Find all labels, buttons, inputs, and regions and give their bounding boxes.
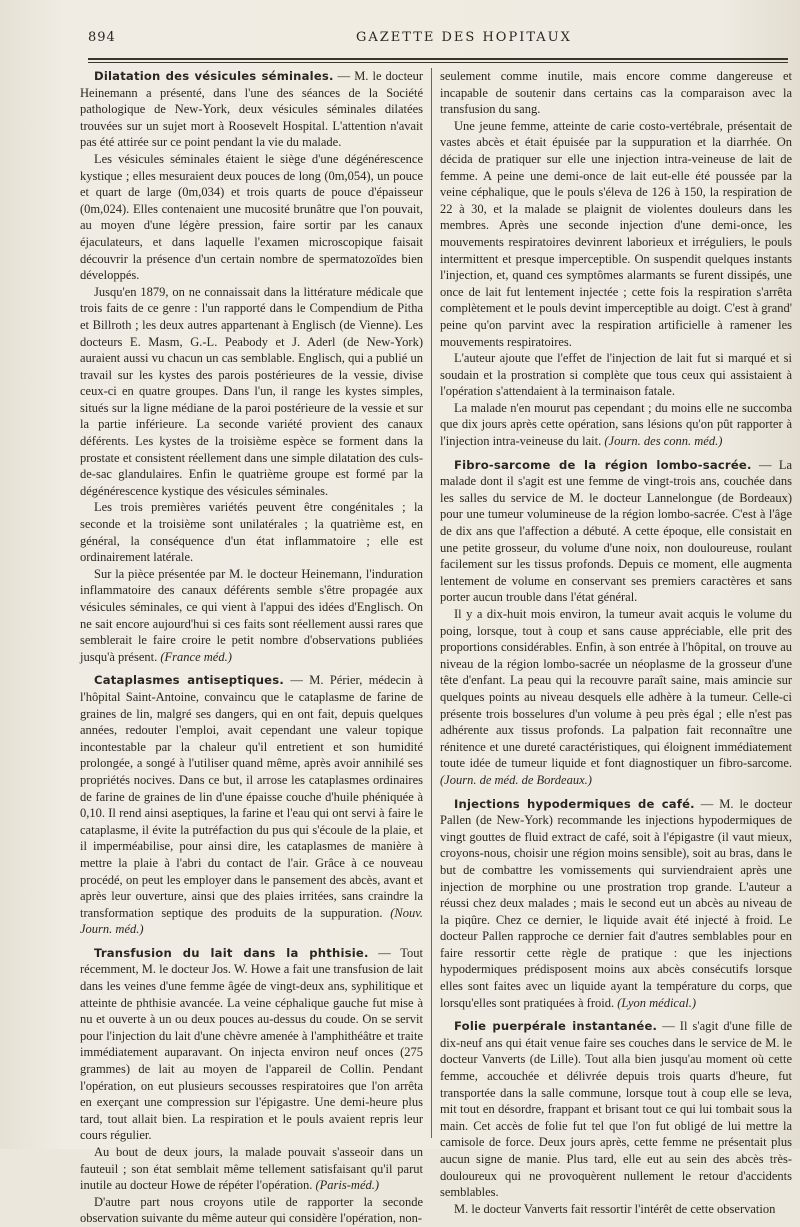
article-paragraph <box>440 400 792 450</box>
article-text: — La malade dont il s'agit est une femme de vingt-trois ans, couchée dans les salles du service de M. le docteur Lannelongue (de Bordeaux) pour une tumeur volumineuse de la région lombo-sacrée. C'est à l'âge de dix ans que l'affection a débuté. A cette époque, elle consistait en une petite grosseur, du volume d'une noix, non douloureuse, roulant facilement sur les tissus profonds. Depuis ce moment, elle augmenta lentement de volume en conservant ses premiers caractères et sans porter aucun trouble dans l'état général. <box>440 457 792 605</box>
article-injections-cafe <box>440 796 792 1012</box>
article-dilatation <box>80 68 423 665</box>
header-rule-thin <box>88 62 788 63</box>
journal-title: GAZETTE DES HOPITAUX <box>356 30 572 45</box>
source-citation: (Lyon médical.) <box>617 995 696 1010</box>
article-transfusion-continued <box>440 68 792 450</box>
article-paragraph <box>440 796 792 1012</box>
article-paragraph: Une jeune femme, atteinte de carie costo-vertébrale, présentait de vastes abcès et était épuisée par la suppuration et la diarrhée. On décida de pratiquer sur elle une injection intra-veineuse de lait de femme. A peine une demi-once de lait eut-elle été poussée par la veine céphalique, que le pouls s'éleva de 126 à 150, la respiration de 22 à 30, et la malade se plaignit de violentes douleurs dans les membres. Après une seconde injection d'une demi-once, les mouvements respiratoires devinrent laborieux et irréguliers, le pouls intermittent et presque imperceptible. On suspendit quelques instants l'injection, et, quand ces symptômes alarmants se furent dissipés, une once de lait fut lentement injectée ; cette fois la respiration s'arrêta complètement et le pouls devint imperceptible au doigt. C'est à grand' peine qu'on parvint avec la respiration artificielle à ramener les mouvements respiratoires. <box>440 118 792 349</box>
page-header <box>88 30 788 54</box>
article-paragraph: D'autre part nous croyons utile de rapporter la seconde observation suivante du même auteur qui considère l'opération, non- <box>80 1194 423 1226</box>
article-text: Au bout de deux jours, la malade pouvait s'asseoir dans un fauteuil ; son état semblait même tellement satisfaisant qu'il parut inutile au docteur Howe de répéter l'opération. <box>80 1145 423 1193</box>
source-citation: (France méd.) <box>160 649 232 664</box>
article-folie-puerperale <box>440 1018 792 1217</box>
article-paragraph <box>80 566 423 666</box>
article-text: — M. le docteur Heinemann a présenté, dans l'une des séances de la Société pathologique de New-York, deux vésicules séminales dilatées trouvées sur un sujet mort à Roosevelt Hospital. L'attention n'avait pas été attirée sur ce point pendant la vie du malade. <box>80 69 424 150</box>
article-paragraph: Les vésicules séminales étaient le siège d'une dégénérescence kystique ; elles mesuraient deux pouces de long (0m,054), un pouce et quart de large (0m,034) et trois quarts de pouce d'épaisseur (0m,024). Elles contenaient une mucosité brunâtre que l'on pouvait, au moyen d'une légère pression, faire sortir par les canaux éjaculateurs, et dans laquelle l'examen microscopique faisait découvrir la présence d'un certain nombre de spermatozoïdes bien développés. <box>80 151 423 283</box>
article-paragraph <box>80 945 423 1144</box>
source-citation: (Journ. des conn. méd.) <box>604 434 723 449</box>
article-transfusion <box>80 945 423 1227</box>
column-divider <box>431 68 432 1138</box>
source-citation: (Nouv. Journ. méd.) <box>80 905 423 937</box>
article-paragraph <box>80 672 423 938</box>
article-paragraph: Jusqu'en 1879, on ne connaissait dans la littérature médicale que trois faits de ce genre : l'un rapporté dans le Compendium de Pitha et Billroth ; les deux autres appartenant à Englisch (de Vienne). Les docteurs E. Masm, G.-L. Peabody et J. Aderl (de New-York) auraient aussi vu chacun un cas semblable. Englisch, qui a publié un travail sur les kystes des parois postérieures de la vessie, divise ceux-ci en quatre groupes. Dans l'un, il range les kystes simples, situés sur la ligne médiane de la paroi postérieure de la vessie et sur la partie inférieure. La seconde variété provient des canaux déférents. Les kystes de la troisième espèce se forment dans la prostate et consistent réellement dans une simple dilatation des culs-de-sac glandulaires. Enfin le quatrième groupe est formé par la dégénérescence kystique des vésicules séminales. <box>80 284 423 498</box>
article-paragraph: seulement comme inutile, mais encore comme dangereuse et incapable de soutenir dans certains cas la comparaison avec la transfusion du sang. <box>440 69 792 117</box>
article-text: — Il s'agit d'une fille de dix-neuf ans qui était venue faire ses couches dans le service de M. le docteur Vanverts (de Lille). Tout alla bien jusqu'au moment où cette femme, accouchée et délivrée depuis trois quarts d'heure, fut transportée dans la salle commune, lorsque tout à coup elle se leva, mit tout en désordre, frappant et brisant tout ce qui lui tombait sous la main. Cet accès de folie fut tel que l'on fut obligé de lui mettre la camisole de force. Deux jours après, cette femme ne présentait plus aucun signe de manie. Plus tard, elle eut au sein des abcès très-douloureux qui ne provoquèrent nullement le retour d'accidents semblables. <box>440 1019 792 1200</box>
article-paragraph <box>440 1018 792 1201</box>
article-title: Transfusion du lait dans la phthisie. <box>94 945 369 960</box>
article-title: Fibro-sarcome de la région lombo-sacrée. <box>454 457 752 472</box>
article-paragraph <box>440 606 792 789</box>
right-column <box>440 68 792 1216</box>
article-text: Il y a dix-huit mois environ, la tumeur avait acquis le volume du poing, lorsque, tout à coup et sans cause appréciable, elle prit des proportions considérables. Enfin, à son entrée à l'hôpital, on trouve au niveau de la région lombo-sacrée un néoplasme de la grosseur d'une tête d'enfant. La peau qui la recouvre paraît saine, mais amincie sur quelques points au niveau desquels elle adhère à la tumeur. Celle-ci présente trois bosselures d'un volume à peu près égal ; elle n'est pas adhérente aux tissus profonds. La palpation fait reconnaître une rénitence et une dureté caractéristiques, qui éloignent immédiatement toute idée de tumeur liquide et font diagnostiquer un fibro-sarcome. <box>440 607 792 771</box>
article-paragraph <box>440 457 792 606</box>
article-text: Sur la pièce présentée par M. le docteur Heinemann, l'induration inflammatoire des canaux déférents semble s'être propagée aux vésicules séminales, ce qui vient à l'appui des idées d'Englisch. On ne sait encore aujourd'hui si ces faits sont réellement aussi rares que semblerait le faire croire le petit nombre d'observations publiées jusqu'à présent. <box>80 566 423 664</box>
article-title: Injections hypodermiques de café. <box>454 796 695 811</box>
article-paragraph: Les trois premières variétés peuvent être congénitales ; la seconde et la troisième sont unilatérales ; la quatrième est, en général, la conséquence d'un état inflammatoire ; elle est ordinairement latérale. <box>80 500 423 565</box>
article-fibro-sarcome <box>440 457 792 789</box>
article-paragraph: M. le docteur Vanverts fait ressortir l'intérêt de cette observation <box>454 1201 776 1216</box>
article-text: — M. Périer, médecin à l'hôpital Saint-Antoine, convaincu que le cataplasme de farine de graines de lin, malgré ses dangers, qui en ont fait, depuis quelques années, redouter l'emploi, avait cependant une valeur topique incontestable par la chaleur qu'il entretient et son humidité prolongée, a songé à l'utiliser quand même, après avoir annihilé ses propriétés nocives. Dans ce but, il arrose les cataplasmes ordinaires de farine de graines de lin d'une épaisse couche d'huile phéniquée à 0,10. Il rend ainsi aseptiques, la farine et l'eau qui ont servi à faire le cataplasme, il évite la putréfaction du pus qui s'écoule de la plaie, et il imperméabilise, pour ainsi dire, les cataplasmes de manière à mettre la plaie à l'abri du contact de l'air. Grâce à ce nouveau procédé, on peut les employer dans le pansement des abcès, avant et après leur ouverture, ainsi que des plaies irritées, sans craindre la transformation septique des produits de la suppuration. <box>80 673 423 920</box>
header-rule-thick <box>88 58 788 60</box>
article-title: Dilatation des vésicules séminales. <box>94 69 334 83</box>
left-column <box>80 68 424 1226</box>
article-paragraph <box>80 68 423 151</box>
article-paragraph <box>80 1144 423 1194</box>
source-citation: (Journ. de méd. de Bordeaux.) <box>440 772 592 787</box>
source-citation: (Paris-méd.) <box>315 1178 380 1193</box>
article-title: Folie puerpérale instantanée. <box>454 1019 658 1034</box>
article-text: La malade n'en mourut pas cependant ; du moins elle ne succomba que dix jours après cette opération, sans lésions qu'on pût rapporter à l'injection intra-veineuse du lait. <box>440 400 792 449</box>
article-text: — Tout récemment, M. le docteur Jos. W. Howe a fait une transfusion de lait dans les veines d'une femme âgée de vingt-deux ans, syphilitique et atteinte de phthisie avancée. La veine céphalique gauche fut mise à nu et ouverte à un ou deux pouces au-dessus du coude. On se servit pour l'injection du lait d'une chèvre amenée à l'amphithéâtre et traite immédiatement auparavant. On injecta environ neuf onces (275 grammes) de lait au moyen de l'appareil de Collin. Pendant l'opération, on eut plusieurs secousses respiratoires que l'on arrêta en exerçant une compression sur l'épigastre. Une demi-heure plus tard, tout allait bien. La respiration et le pouls avaient repris leur cours régulier. <box>80 945 423 1143</box>
article-text: — M. le docteur Pallen (de New-York) recommande les injections hypodermiques de vingt gouttes de fluid extract de café, soit à l'épigastre (il vaut mieux, croyons-nous, choisir une région moins sensible), soit au bras, dans le but de combattre les vomissements qui surviendraient après une injection de morphine ou une prostration trop grande. L'auteur a réussi chez deux malades ; mais le second eut un abcès au niveau de la piqûre. Chez ce dernier, le liquide avait été injecté à froid. Le docteur Pallen rapproche ce dernier fait d'autres semblables pour en faire ressortir cette règle de pratique : que les injections hypodermiques prédisposent moins aux abcès consécutifs lorsque elles sont faites avec un liquide ayant la température du corps, que lorsqu'elles sont pratiquées à froid. <box>440 796 792 1010</box>
article-title: Cataplasmes antiseptiques. <box>94 673 284 688</box>
article-cataplasmes <box>80 672 423 938</box>
article-paragraph: L'auteur ajoute que l'effet de l'injection de lait fut si marqué et si soudain et la prostration si complète que tous ceux qui assistaient à l'opération s'attendaient à la terminaison fatale. <box>440 351 792 399</box>
page-number: 894 <box>88 30 116 45</box>
